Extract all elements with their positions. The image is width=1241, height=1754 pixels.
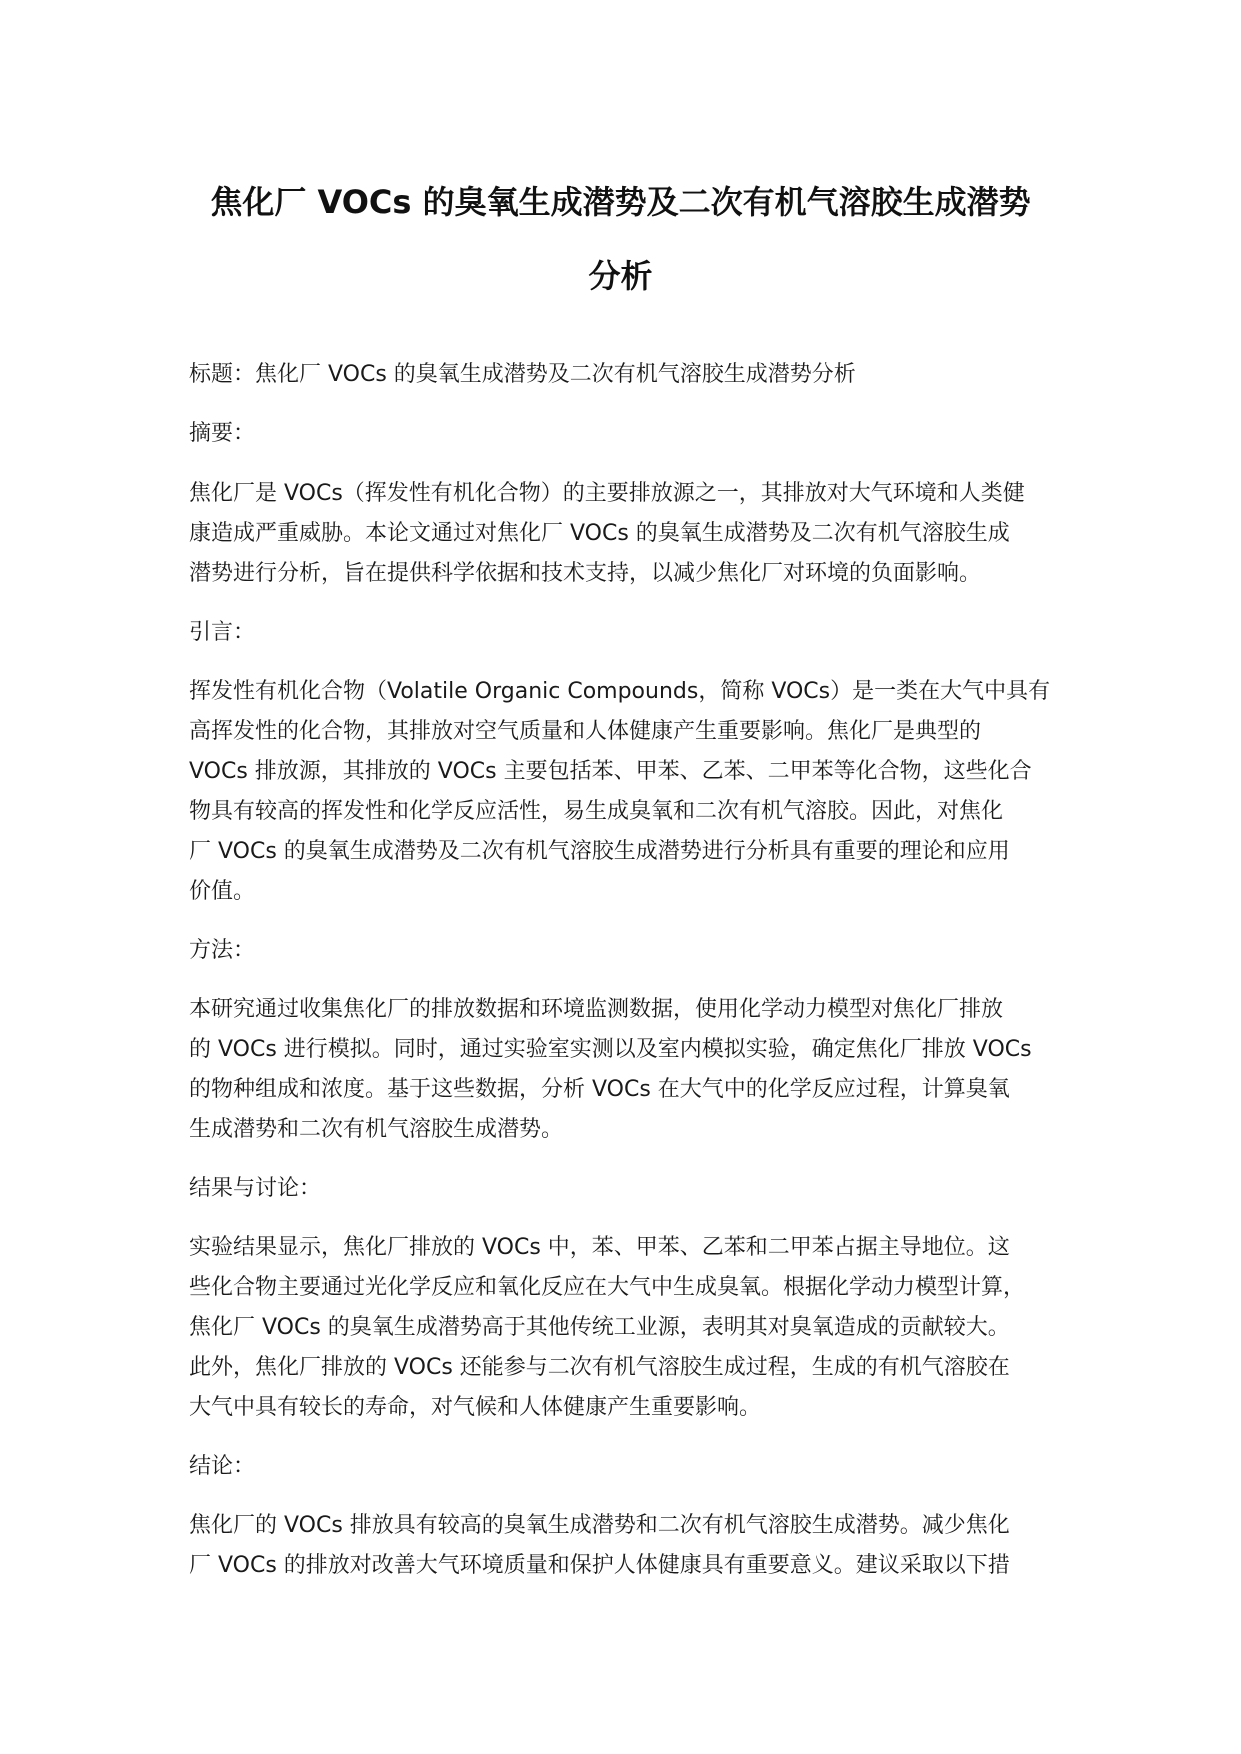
- results-paragraph: [189, 1228, 1089, 1428]
- title-label-text: 标题：焦化厂 VOCs 的臭氧生成潜势及二次有机气溶胶生成潜势分析: [189, 362, 856, 387]
- title-label: [189, 355, 1089, 395]
- document-title-line-1: 焦化厂 VOCs 的臭氧生成潜势及二次有机气溶胶生成潜势: [210, 183, 1031, 221]
- intro-line: 价值。: [189, 879, 256, 904]
- intro-heading: [189, 613, 1089, 653]
- intro-line: 厂 VOCs 的臭氧生成潜势及二次有机气溶胶生成潜势进行分析具有重要的理论和应用: [189, 839, 1010, 864]
- results-line: 此外，焦化厂排放的 VOCs 还能参与二次有机气溶胶生成过程，生成的有机气溶胶在: [189, 1355, 1010, 1380]
- abstract-heading: [189, 414, 1089, 454]
- abstract-line: 焦化厂是 VOCs（挥发性有机化合物）的主要排放源之一，其排放对大气环境和人类健: [189, 481, 1025, 506]
- methods-line: 的 VOCs 进行模拟。同时，通过实验室实测以及室内模拟实验，确定焦化厂排放 VOCs: [189, 1037, 1032, 1062]
- methods-heading-text: 方法：: [189, 938, 256, 963]
- intro-line: VOCs 排放源，其排放的 VOCs 主要包括苯、甲苯、乙苯、二甲苯等化合物，这些化合: [189, 759, 1032, 784]
- conclusion-line: 厂 VOCs 的排放对改善大气环境质量和保护人体健康具有重要意义。建议采取以下措: [189, 1553, 1010, 1578]
- abstract-heading-text: 摘要：: [189, 421, 256, 446]
- intro-line: 物具有较高的挥发性和化学反应活性，易生成臭氧和二次有机气溶胶。因此，对焦化: [189, 799, 1004, 824]
- results-line: 实验结果显示，焦化厂排放的 VOCs 中，苯、甲苯、乙苯和二甲苯占据主导地位。这: [189, 1235, 1010, 1260]
- methods-heading: [189, 931, 1089, 971]
- intro-line: 高挥发性的化合物，其排放对空气质量和人体健康产生重要影响。焦化厂是典型的: [189, 719, 982, 744]
- results-heading: [189, 1169, 1089, 1209]
- methods-paragraph: [189, 990, 1089, 1150]
- results-heading-text: 结果与讨论：: [189, 1176, 322, 1201]
- intro-heading-text: 引言：: [189, 620, 256, 645]
- abstract-line: 康造成严重威胁。本论文通过对焦化厂 VOCs 的臭氧生成潜势及二次有机气溶胶生成: [189, 521, 1010, 546]
- conclusion-paragraph: [189, 1506, 1089, 1586]
- conclusion-line: 焦化厂的 VOCs 排放具有较高的臭氧生成潜势和二次有机气溶胶生成潜势。减少焦化: [189, 1513, 1010, 1538]
- document-title-line-2: 分析: [588, 257, 653, 295]
- methods-line: 本研究通过收集焦化厂的排放数据和环境监测数据，使用化学动力模型对焦化厂排放: [189, 997, 1004, 1022]
- methods-line: 生成潜势和二次有机气溶胶生成潜势。: [189, 1117, 564, 1142]
- abstract-paragraph: [189, 474, 1089, 594]
- intro-line: 挥发性有机化合物（Volatile Organic Compounds，简称 VOCs）是一类在大气中具有: [189, 679, 1051, 704]
- abstract-line: 潜势进行分析，旨在提供科学依据和技术支持，以减少焦化厂对环境的负面影响。: [189, 561, 982, 586]
- results-line: 焦化厂 VOCs 的臭氧生成潜势高于其他传统工业源，表明其对臭氧造成的贡献较大。: [189, 1315, 1010, 1340]
- results-line: 大气中具有较长的寿命，对气候和人体健康产生重要影响。: [189, 1395, 762, 1420]
- conclusion-heading-text: 结论：: [189, 1454, 256, 1479]
- intro-paragraph: [189, 672, 1089, 912]
- results-line: 些化合物主要通过光化学反应和氧化反应在大气中生成臭氧。根据化学动力模型计算，: [189, 1275, 1026, 1300]
- conclusion-heading: [189, 1447, 1089, 1487]
- methods-line: 的物种组成和浓度。基于这些数据，分析 VOCs 在大气中的化学反应过程，计算臭氧: [189, 1077, 1010, 1102]
